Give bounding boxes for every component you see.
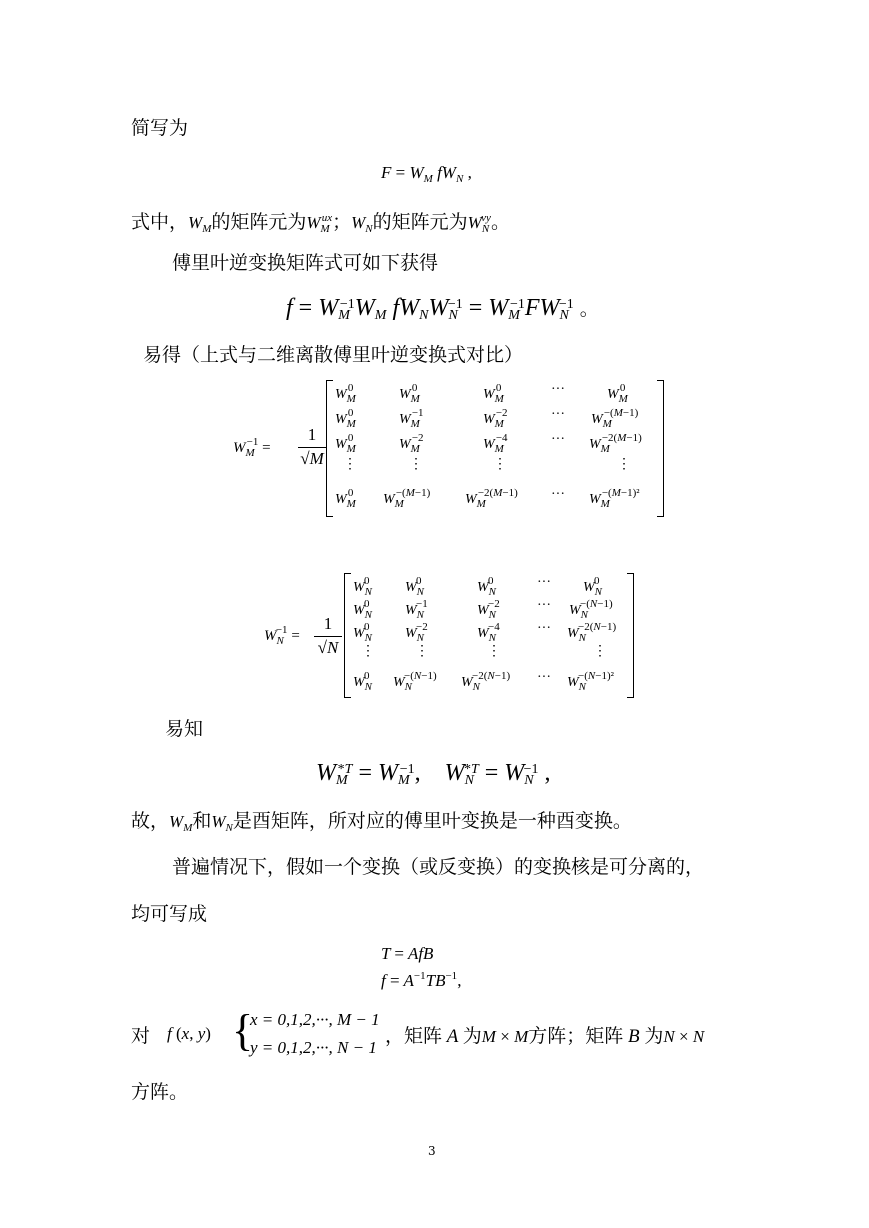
text-shizhong-line: 式中，$W_M$的矩阵元为$W_M^{ux}$；$W_N$的矩阵元为$W_N^{vy}$。 bbox=[131, 211, 510, 235]
page-number: 3 bbox=[428, 1144, 436, 1158]
text-juzhenyuan-2: 的矩阵元为 bbox=[372, 211, 468, 233]
text-kexiecheng: 均可写成 bbox=[131, 903, 208, 925]
text-inverse-intro: 傅里叶逆变换矩阵式可如下获得 bbox=[172, 252, 439, 274]
system-line-y: y = 0,1,2,···, N − 1 bbox=[250, 1038, 377, 1057]
text-yizhi: 易知 bbox=[165, 718, 204, 740]
system-line-x: x = 0,1,2,···, M − 1 bbox=[250, 1010, 380, 1029]
equation-t-afb: T = AfB bbox=[381, 944, 434, 963]
text-general-case: 普遍情况下，假如一个变换（或反变换）的变换核是可分离的， bbox=[172, 856, 705, 878]
text-gu: 故， bbox=[131, 810, 170, 832]
equation-f-matrix: $F = W_M$ $fW_N$ , bbox=[381, 163, 472, 185]
text-wei-2: 为 bbox=[644, 1025, 664, 1047]
frac-den-m: √M bbox=[300, 449, 324, 468]
text-semicolon: ； bbox=[332, 211, 352, 233]
matrix-label-wn: $W_N^{-1}$ = bbox=[264, 624, 300, 647]
text-fangzhen-matrix-b: 方阵；矩阵 bbox=[528, 1025, 624, 1047]
text-he: 和 bbox=[192, 810, 212, 832]
function-fxy: f (x, y) bbox=[167, 1024, 211, 1043]
text-gu-line: 故，$W_M$和$W_N$是酉矩阵，所对应的傅里叶变换是一种酉变换。 bbox=[131, 810, 632, 834]
text-period: 。 bbox=[490, 211, 510, 233]
system-brace: { bbox=[232, 1006, 254, 1055]
text-yide: 易得（上式与二维离散傅里叶逆变换式对比） bbox=[143, 344, 524, 366]
frac-den-n: √N bbox=[317, 638, 339, 657]
text-dui: 对 bbox=[131, 1025, 151, 1047]
text-matrix-a-label: ，矩阵 bbox=[385, 1025, 443, 1047]
matrix-label-wm: $W_M^{-1}$ = bbox=[233, 436, 271, 459]
equation-unitary: $W_M^{*T} = W_M^{-1}$, $W_N^{*T} = W_N^{-1}$ , bbox=[316, 760, 551, 788]
frac-num-n: 1 bbox=[323, 614, 333, 633]
equation-inverse-transform: $f = W_M^{-1}W_M$ $fW_NW_N^{-1} = W_M^{-1}FW_N^{-1}$ 。 bbox=[286, 295, 599, 323]
text-unitary-desc: 是酉矩阵，所对应的傅里叶变换是一种酉变换。 bbox=[232, 810, 632, 832]
text-matrix-desc: ，矩阵 A 为M × M方阵；矩阵 B 为N × N bbox=[385, 1025, 705, 1047]
frac-num-m: 1 bbox=[307, 425, 317, 444]
frac-line-m bbox=[298, 447, 326, 448]
matrix-wm-inverse: $W_M^0$ $W_M^0$ $W_M^0$ ··· $W_M^0$ $W_M^0$ $W_M^{-1}$ $W_M^{-2}$ ··· $W_M^{-(M-1)}$ $W_M^0$ $W_M^{-2}$ $W_M^{-4}$ ··· $W_M^{-2(M-1)}$ ⋮ ⋮ ⋮ ⋮ $W_M^0$ $W_M^{-(M-1)}$ $W_M^{-2(M-1)}$ ··· $W_M^{-(M-1)^2}$ bbox=[326, 380, 664, 517]
text-wei-1: 为 bbox=[462, 1025, 482, 1047]
matrix-wn-inverse: $W_N^0$ $W_N^0$ $W_N^0$ ··· $W_N^0$ $W_N^0$ $W_N^{-1}$ $W_N^{-2}$ ··· $W_N^{-(N-1)}$ $W_N^0$ $W_N^{-2}$ $W_N^{-4}$ ··· $W_N^{-2(N-1)}$ ⋮ ⋮ ⋮ ⋮ $W_N^0$ $W_N^{-(N-1)}$ $W_N^{-2(N-1)}$ ··· $W_N^{-(N-1)^2}$ bbox=[344, 573, 634, 698]
frac-line-n bbox=[314, 636, 342, 637]
equation-f-inverse: $f = A^{-1}TB^{-1}$, bbox=[381, 970, 462, 990]
text-fangzhen: 方阵。 bbox=[131, 1081, 189, 1103]
text-shizhong: 式中， bbox=[131, 211, 189, 233]
text-juzhenyuan-1: 的矩阵元为 bbox=[211, 211, 307, 233]
text-jianxiewei: 简写为 bbox=[131, 117, 189, 139]
text-eq2-period: 。 bbox=[579, 298, 599, 320]
